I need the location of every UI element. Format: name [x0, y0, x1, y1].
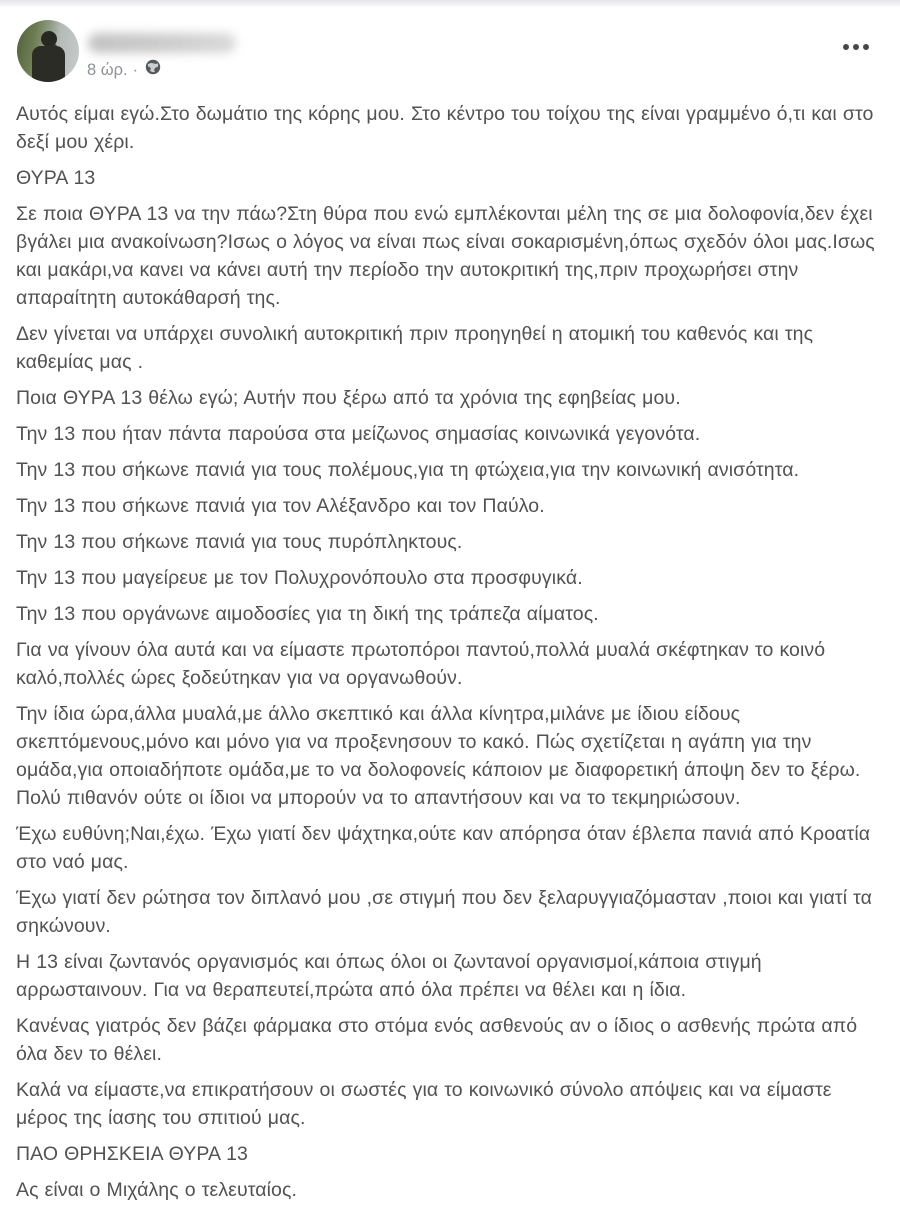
avatar-photo-figure-body	[32, 46, 65, 82]
top-edge-strip	[0, 0, 900, 7]
post-body	[0, 95, 900, 1204]
avatar-photo-figure-head	[41, 31, 57, 47]
post-paragraph: Για να γίνουν όλα αυτά και να είμαστε πρωτοπόροι παντού,πολλά μυαλά σκέφτηκαν το κοινό καλό,πολλές ώρες ξοδεύτηκαν για να οργανωθούν.	[16, 639, 826, 689]
ellipsis-dot	[853, 44, 859, 50]
post-paragraph: Την 13 που σήκωνε πανιά για τον Αλέξανδρο και τον Παύλο.	[16, 495, 545, 517]
post-paragraph: Την 13 που σήκωνε πανιά για τους πυρόπληκτους.	[16, 531, 463, 553]
ellipsis-dot	[843, 44, 849, 50]
post-paragraph: Ας είναι ο Μιχάλης ο τελευταίος.	[16, 1179, 298, 1201]
post-paragraph: Την 13 που ήταν πάντα παρούσα στα μείζωνος σημασίας κοινωνικά γεγονότα.	[16, 423, 701, 445]
post-header	[0, 7, 900, 95]
post-paragraph: ΘΥΡΑ 13	[16, 167, 96, 189]
post-paragraph: Καλά να είμαστε,να επικρατήσουν οι σωστές για το κοινωνικό σύνολο απόψεις και να είμαστε μέρος της ίασης του σπιτιού μας.	[16, 1079, 832, 1129]
post-paragraph: Η 13 είναι ζωντανός οργανισμός και όπως όλοι οι ζωντανοί οργανισμοί,κάποια στιγμή αρρωσταινουν. Για να θεραπευτεί,πρώτα από όλα πρέπει να θέλει και η ίδια.	[16, 951, 762, 1001]
post-text	[16, 100, 884, 1204]
meta-separator: ·	[132, 61, 139, 79]
post-paragraph: Σε ποια ΘΥΡΑ 13 να την πάω?Στη θύρα που ενώ εμπλέκονται μέλη της σε μια δολοφονία,δεν έχει βγάλει μια ανακοίνωση?Ισως ο λόγος να είναι πως είναι σοκαρισμένη,όπως σχεδόν όλοι μας.Ισως και μακάρι,να κανει να κάνει αυτή την περίοδο την αυτοκριτική της,πριν προχωρήσει στην απαραίτητη αυτοκάθαρσή της.	[16, 203, 875, 309]
author-name-redacted[interactable]	[88, 33, 236, 53]
post-timestamp[interactable]: 8 ώρ.	[87, 61, 128, 79]
post-paragraph: Κανένας γιατρός δεν βάζει φάρμακα στο στόμα ενός ασθενούς αν ο ίδιος ο ασθενής πρώτα από όλα δεν το θέλει.	[16, 1015, 858, 1065]
post-menu-button[interactable]	[839, 40, 873, 54]
post-paragraph: Την ίδια ώρα,άλλα μυαλά,με άλλο σκεπτικό και άλλα κίνητρα,μιλάνε με ίδιου είδους σκεπτόμενους,μόνο και μόνο για να προξενησουν το κακό. Πώς σχετίζεται η αγάπη για την ομάδα,για οποιαδήποτε ομάδα,με το να δολοφονείς κάποιον με διαφορετική άποψη δεν το ξέρω. Πολύ πιθανόν ούτε οι ίδιοι να μπορούν να το απαντήσουν και να το τεκμηριώσουν.	[16, 703, 861, 809]
ellipsis-dot	[863, 44, 869, 50]
post-paragraph: Την 13 που μαγείρευε με τον Πολυχρονόπουλο στα προσφυγικά.	[16, 567, 583, 589]
post-paragraph: Την 13 που οργάνωνε αιμοδοσίες για τη δική της τράπεζα αίματος.	[16, 603, 599, 625]
post-paragraph: Την 13 που σήκωνε πανιά για τους πολέμους,για τη φτώχεια,για την κοινωνική ανισότητα.	[16, 459, 800, 481]
post-paragraph: ΠΑΟ ΘΡΗΣΚΕΙΑ ΘΥΡΑ 13	[16, 1143, 248, 1165]
globe-icon	[145, 59, 161, 81]
post-paragraph: Έχω γιατί δεν ρώτησα τον διπλανό μου ,σε στιγμή που δεν ξελαρυγγιαζόμασταν ,ποιοι και γιατί τα σηκώνουν.	[16, 887, 873, 937]
post-paragraph: Ποια ΘΥΡΑ 13 θέλω εγώ; Αυτήν που ξέρω από τα χρόνια της εφηβείας μου.	[16, 387, 681, 409]
post-meta	[87, 59, 161, 81]
post-paragraph: Έχω ευθύνη;Ναι,έχω. Έχω γιατί δεν ψάχτηκα,ούτε καν απόρησα όταν έβλεπα πανιά από Κροατία στο ναό μας.	[16, 823, 871, 873]
post-paragraph: Αυτός είμαι εγώ.Στο δωμάτιο της κόρης μου. Στο κέντρο του τοίχου της είναι γραμμένο ό,τι και στο δεξί μου χέρι.	[16, 103, 874, 153]
post-paragraph: Δεν γίνεται να υπάρχει συνολική αυτοκριτική πριν προηγηθεί η ατομική του καθενός και της καθεμίας μας .	[16, 323, 814, 373]
avatar[interactable]	[17, 20, 79, 82]
